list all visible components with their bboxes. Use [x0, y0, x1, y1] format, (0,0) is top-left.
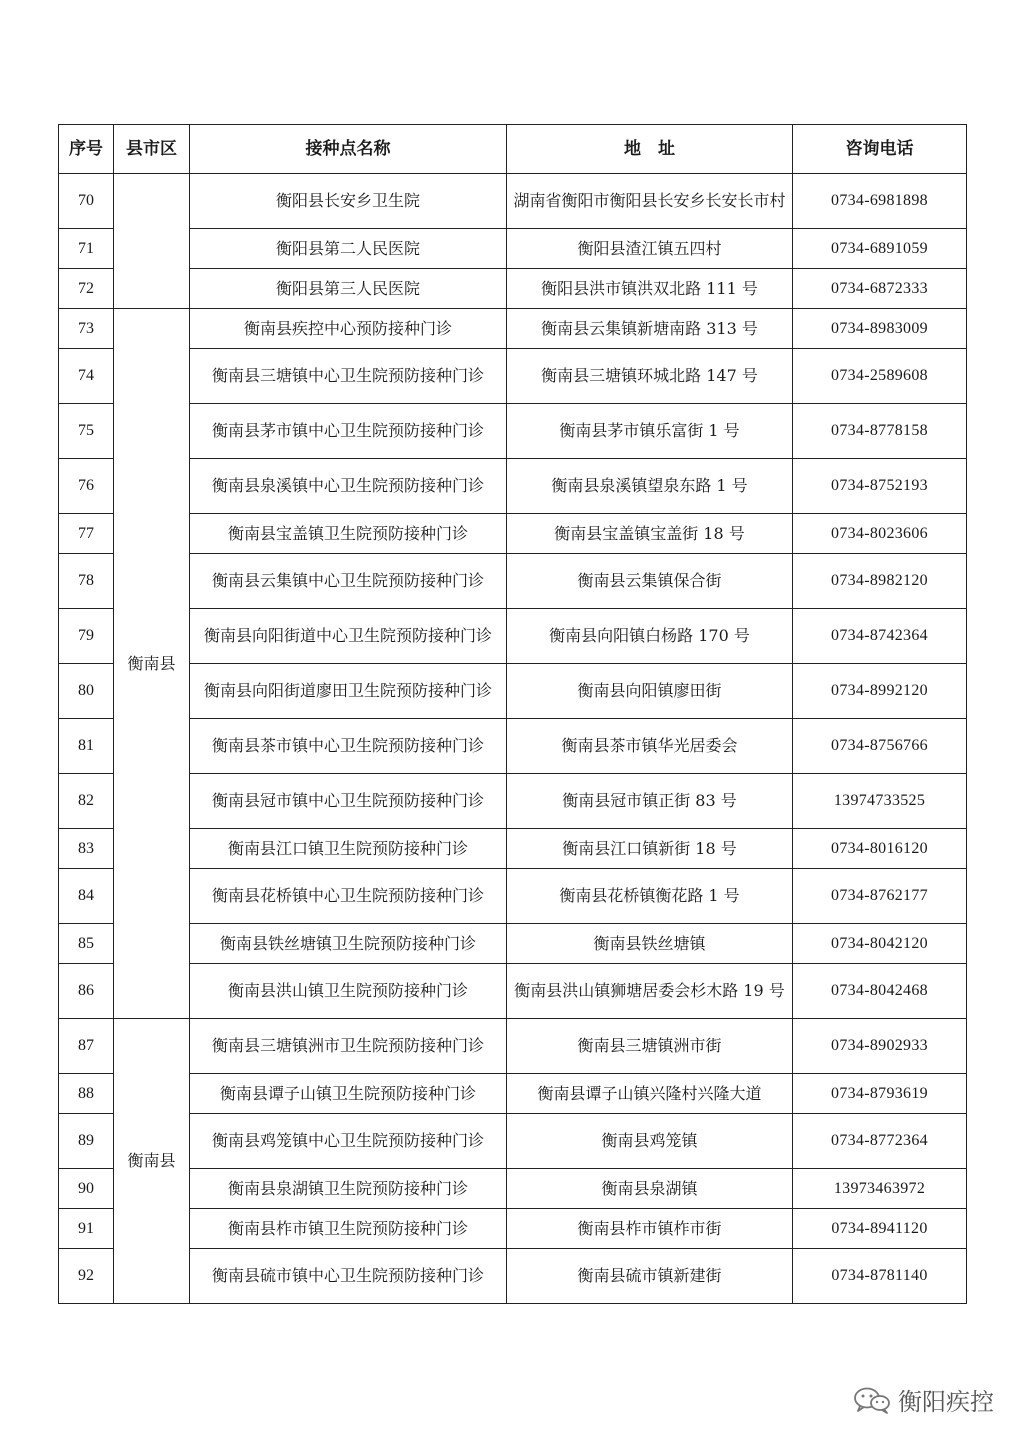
- table-row: [59, 514, 967, 554]
- header-no: 序号: [59, 125, 114, 174]
- row-site: 衡阳县长安乡卫生院: [190, 174, 507, 229]
- header-county: 县市区: [114, 125, 190, 174]
- row-address: 衡南县云集镇保合街: [507, 554, 793, 609]
- row-address: 衡南县冠市镇正街 83 号: [507, 774, 793, 829]
- table-row: [59, 349, 967, 404]
- row-no: 82: [59, 774, 114, 829]
- row-phone: 0734-8983009: [793, 309, 967, 349]
- row-no: 83: [59, 829, 114, 869]
- row-address: 衡南县鸡笼镇: [507, 1114, 793, 1169]
- row-phone: 0734-8042120: [793, 924, 967, 964]
- row-no: 88: [59, 1074, 114, 1114]
- row-site: 衡南县三塘镇洲市卫生院预防接种门诊: [190, 1019, 507, 1074]
- header-site: 接种点名称: [190, 125, 507, 174]
- row-address: 衡南县向阳镇廖田街: [507, 664, 793, 719]
- row-site: 衡南县江口镇卫生院预防接种门诊: [190, 829, 507, 869]
- row-no: 71: [59, 229, 114, 269]
- county-cell: 衡南县: [114, 1019, 190, 1304]
- table-row: [59, 869, 967, 924]
- row-phone: 0734-6891059: [793, 229, 967, 269]
- row-no: 75: [59, 404, 114, 459]
- row-address: 衡南县柞市镇柞市街: [507, 1209, 793, 1249]
- table-row: [59, 774, 967, 829]
- row-no: 73: [59, 309, 114, 349]
- table-row: [59, 664, 967, 719]
- row-address: 衡南县硫市镇新建街: [507, 1249, 793, 1304]
- row-site: 衡阳县第二人民医院: [190, 229, 507, 269]
- table-row: [59, 229, 967, 269]
- table-row: [59, 719, 967, 774]
- header-address: 地 址: [507, 125, 793, 174]
- row-site: 衡南县疾控中心预防接种门诊: [190, 309, 507, 349]
- table-header-row: [59, 125, 967, 174]
- row-site: 衡南县花桥镇中心卫生院预防接种门诊: [190, 869, 507, 924]
- row-no: 80: [59, 664, 114, 719]
- row-phone: 0734-8772364: [793, 1114, 967, 1169]
- row-address: 衡阳县渣江镇五四村: [507, 229, 793, 269]
- row-phone: 0734-8982120: [793, 554, 967, 609]
- row-site: 衡南县茶市镇中心卫生院预防接种门诊: [190, 719, 507, 774]
- row-site: 衡南县宝盖镇卫生院预防接种门诊: [190, 514, 507, 554]
- row-no: 92: [59, 1249, 114, 1304]
- row-no: 81: [59, 719, 114, 774]
- header-phone: 咨询电话: [793, 125, 967, 174]
- row-phone: 0734-8016120: [793, 829, 967, 869]
- row-no: 84: [59, 869, 114, 924]
- row-address: 衡南县三塘镇环城北路 147 号: [507, 349, 793, 404]
- table-row: [59, 829, 967, 869]
- row-no: 91: [59, 1209, 114, 1249]
- row-phone: 13974733525: [793, 774, 967, 829]
- row-site: 衡南县硫市镇中心卫生院预防接种门诊: [190, 1249, 507, 1304]
- row-no: 70: [59, 174, 114, 229]
- row-phone: 0734-8902933: [793, 1019, 967, 1074]
- row-site: 衡南县柞市镇卫生院预防接种门诊: [190, 1209, 507, 1249]
- row-address: 衡南县茶市镇华光居委会: [507, 719, 793, 774]
- row-address: 衡南县三塘镇洲市街: [507, 1019, 793, 1074]
- row-address: 衡南县泉湖镇: [507, 1169, 793, 1209]
- row-no: 90: [59, 1169, 114, 1209]
- table-row: [59, 459, 967, 514]
- row-phone: 0734-8992120: [793, 664, 967, 719]
- row-no: 74: [59, 349, 114, 404]
- row-phone: 0734-2589608: [793, 349, 967, 404]
- row-site: 衡南县泉溪镇中心卫生院预防接种门诊: [190, 459, 507, 514]
- county-cell: 衡南县: [114, 309, 190, 1019]
- row-site: 衡南县向阳街道廖田卫生院预防接种门诊: [190, 664, 507, 719]
- row-phone: 0734-8781140: [793, 1249, 967, 1304]
- table-row: [59, 1209, 967, 1249]
- watermark-text: 衡阳疾控: [898, 1388, 994, 1416]
- account-watermark: [852, 1382, 994, 1417]
- row-address: 衡南县谭子山镇兴隆村兴隆大道: [507, 1074, 793, 1114]
- row-phone: 0734-6981898: [793, 174, 967, 229]
- row-address: 衡南县江口镇新街 18 号: [507, 829, 793, 869]
- table-row: [59, 554, 967, 609]
- row-site: 衡南县茅市镇中心卫生院预防接种门诊: [190, 404, 507, 459]
- row-phone: 0734-8762177: [793, 869, 967, 924]
- wechat-icon: [852, 1385, 892, 1415]
- row-address: 衡阳县洪市镇洪双北路 111 号: [507, 269, 793, 309]
- table-row: [59, 1074, 967, 1114]
- row-address: 湖南省衡阳市衡阳县长安乡长安长市村: [507, 174, 793, 229]
- row-site: 衡南县铁丝塘镇卫生院预防接种门诊: [190, 924, 507, 964]
- row-address: 衡南县云集镇新塘南路 313 号: [507, 309, 793, 349]
- table-row: [59, 174, 967, 229]
- row-address: 衡南县宝盖镇宝盖街 18 号: [507, 514, 793, 554]
- row-address: 衡南县泉溪镇望泉东路 1 号: [507, 459, 793, 514]
- row-site: 衡南县鸡笼镇中心卫生院预防接种门诊: [190, 1114, 507, 1169]
- table-row: [59, 1114, 967, 1169]
- row-address: 衡南县铁丝塘镇: [507, 924, 793, 964]
- row-site: 衡南县泉湖镇卫生院预防接种门诊: [190, 1169, 507, 1209]
- row-site: 衡南县冠市镇中心卫生院预防接种门诊: [190, 774, 507, 829]
- row-no: 79: [59, 609, 114, 664]
- table-row: [59, 1019, 967, 1074]
- row-phone: 0734-8752193: [793, 459, 967, 514]
- row-site: 衡南县谭子山镇卫生院预防接种门诊: [190, 1074, 507, 1114]
- table-row: [59, 1249, 967, 1304]
- county-cell: [114, 174, 190, 309]
- row-address: 衡南县茅市镇乐富街 1 号: [507, 404, 793, 459]
- row-no: 72: [59, 269, 114, 309]
- table-row: [59, 404, 967, 459]
- table-row: [59, 609, 967, 664]
- row-phone: 0734-8941120: [793, 1209, 967, 1249]
- table-row: [59, 964, 967, 1019]
- row-no: 85: [59, 924, 114, 964]
- row-no: 76: [59, 459, 114, 514]
- table-row: [59, 269, 967, 309]
- row-address: 衡南县向阳镇白杨路 170 号: [507, 609, 793, 664]
- row-address: 衡南县花桥镇衡花路 1 号: [507, 869, 793, 924]
- row-site: 衡阳县第三人民医院: [190, 269, 507, 309]
- vaccination-sites-table: [58, 124, 967, 1304]
- row-phone: 0734-8793619: [793, 1074, 967, 1114]
- row-site: 衡南县三塘镇中心卫生院预防接种门诊: [190, 349, 507, 404]
- row-no: 89: [59, 1114, 114, 1169]
- row-phone: 0734-8756766: [793, 719, 967, 774]
- row-no: 77: [59, 514, 114, 554]
- row-site: 衡南县洪山镇卫生院预防接种门诊: [190, 964, 507, 1019]
- table-row: [59, 924, 967, 964]
- table-row: [59, 1169, 967, 1209]
- row-address: 衡南县洪山镇狮塘居委会杉木路 19 号: [507, 964, 793, 1019]
- row-site: 衡南县向阳街道中心卫生院预防接种门诊: [190, 609, 507, 664]
- row-no: 78: [59, 554, 114, 609]
- row-site: 衡南县云集镇中心卫生院预防接种门诊: [190, 554, 507, 609]
- row-phone: 0734-8742364: [793, 609, 967, 664]
- row-phone: 0734-8042468: [793, 964, 967, 1019]
- row-no: 86: [59, 964, 114, 1019]
- row-phone: 0734-8778158: [793, 404, 967, 459]
- row-phone: 0734-8023606: [793, 514, 967, 554]
- row-phone: 0734-6872333: [793, 269, 967, 309]
- table-row: [59, 309, 967, 349]
- row-phone: 13973463972: [793, 1169, 967, 1209]
- row-no: 87: [59, 1019, 114, 1074]
